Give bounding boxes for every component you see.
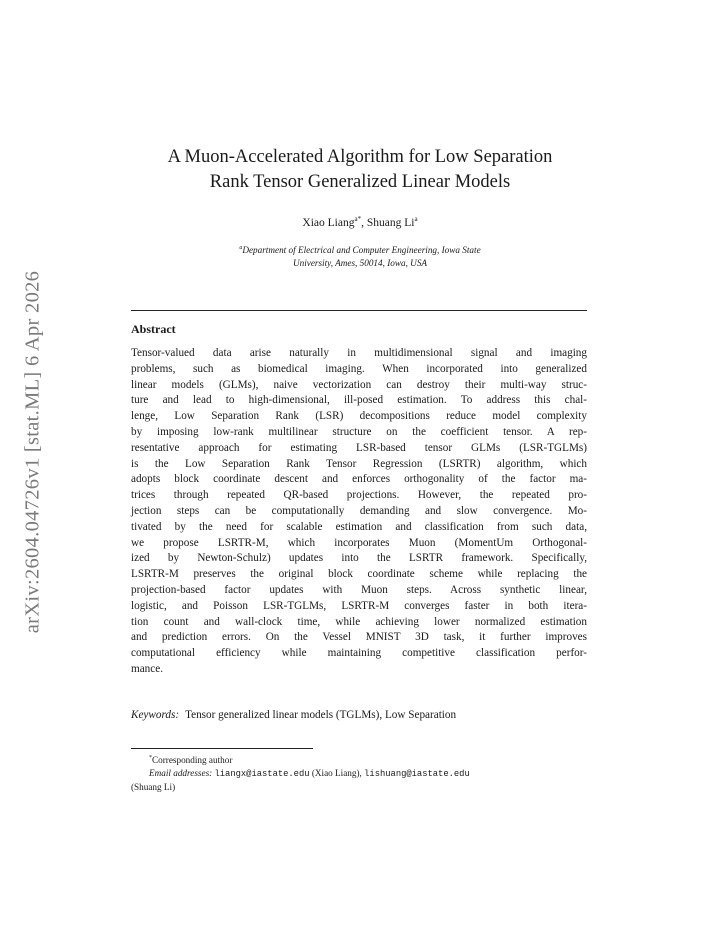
- paper-title: [100, 145, 620, 195]
- keywords-text: Tensor generalized linear models (TGLMs), Low Separation: [185, 709, 457, 721]
- abstract-line: linear models (GLMs), naive vectorization can destroy their multi-way struc-: [131, 378, 587, 391]
- abstract-line: and prediction errors. On the Vessel MNIST 3D task, it further improves: [131, 631, 587, 644]
- abstract-line: is the Low Separation Rank Tensor Regression (LSRTR) algorithm, which: [131, 457, 587, 470]
- abstract-line: tion count and wall-clock time, while achieving lower normalized estimation: [131, 615, 587, 628]
- affiliation: [160, 242, 560, 270]
- footnote-emails: [131, 767, 587, 781]
- abstract-line: by imposing low-rank multilinear structure on the coefficient tensor. A rep-: [131, 425, 587, 438]
- email-link[interactable]: lishuang@iastate.edu: [364, 769, 470, 780]
- abstract-body: [131, 346, 587, 678]
- abstract-top-rule: [131, 310, 587, 311]
- title-line-1: A Muon-Accelerated Algorithm for Low Separation: [167, 147, 553, 167]
- arxiv-identifier-text: arXiv:2604.04726v1 [stat.ML] 6 Apr 2026: [21, 270, 44, 634]
- abstract-line: lenge, Low Separation Rank (LSR) decompositions reduce model complexity: [131, 410, 587, 423]
- abstract-line: ized by Newton-Schulz) updates into the LSRTR framework. Specifically,: [131, 552, 587, 565]
- abstract-line: logistic, and Poisson LSR-TGLMs, LSRTR-M converges faster in both itera-: [131, 599, 587, 612]
- footnote-rule: [131, 748, 313, 749]
- keywords-label: Keywords:: [131, 709, 180, 721]
- title-line-2: Rank Tensor Generalized Linear Models: [209, 172, 511, 192]
- abstract-line: resentative approach for estimating LSR-based tensor GLMs (LSR-TGLMs): [131, 441, 587, 454]
- email-owner: (Xiao Liang),: [311, 768, 362, 779]
- affiliation-line-2: University, Ames, 50014, Iowa, USA: [292, 258, 428, 269]
- abstract-heading: Abstract: [131, 322, 176, 336]
- abstract-line: mance.: [131, 662, 163, 675]
- abstract-line: computational efficiency while maintaining competitive classification perfor-: [131, 647, 587, 660]
- abstract-line: projection-based factor updates with Muon steps. Across synthetic linear,: [131, 583, 587, 596]
- email-label: Email addresses:: [149, 768, 213, 779]
- abstract-line: jection steps can be computationally demanding and slow convergence. Mo-: [131, 504, 587, 517]
- author-name: Shuang Li: [366, 216, 415, 229]
- affiliation-line-1: $^a$Department of Electrical and Computer Engineering, Iowa State: [239, 245, 481, 256]
- author-list: [100, 215, 620, 229]
- abstract-line: problems, such as biomedical imaging. When incorporated into generalized: [131, 362, 587, 375]
- abstract-line: tivated by the need for scalable estimation and classification from such data,: [131, 520, 587, 533]
- footnote-emails-cont: (Shuang Li): [131, 782, 176, 793]
- abstract-line: trices through repeated QR-based projections. However, the repeated pro-: [131, 489, 587, 502]
- abstract-line: Tensor-valued data arise naturally in multidimensional signal and imaging: [131, 347, 587, 359]
- abstract-line: LSRTR-M preserves the original block coordinate scheme while replacing the: [131, 568, 587, 581]
- author-affil-mark: a: [414, 215, 418, 223]
- email-link[interactable]: liangx@iastate.edu: [214, 769, 310, 780]
- keywords: [131, 709, 456, 721]
- footnotes: [131, 752, 587, 794]
- abstract-line: ture and lead to high-dimensional, ill-posed estimation. To address this chal-: [131, 394, 587, 407]
- author-separator: ,: [361, 216, 367, 229]
- author-name: Xiao Liang: [302, 216, 355, 229]
- author-affil-mark: a*: [354, 215, 362, 223]
- abstract-line: we propose LSRTR-M, which incorporates Muon (MomentUm Orthogonal-: [131, 536, 587, 549]
- footnote-corresponding: *Corresponding author: [149, 755, 233, 766]
- abstract-line: adopts block coordinate descent and enforces orthogonality of the factor ma-: [131, 473, 587, 486]
- affiliation-mark: a: [239, 245, 243, 251]
